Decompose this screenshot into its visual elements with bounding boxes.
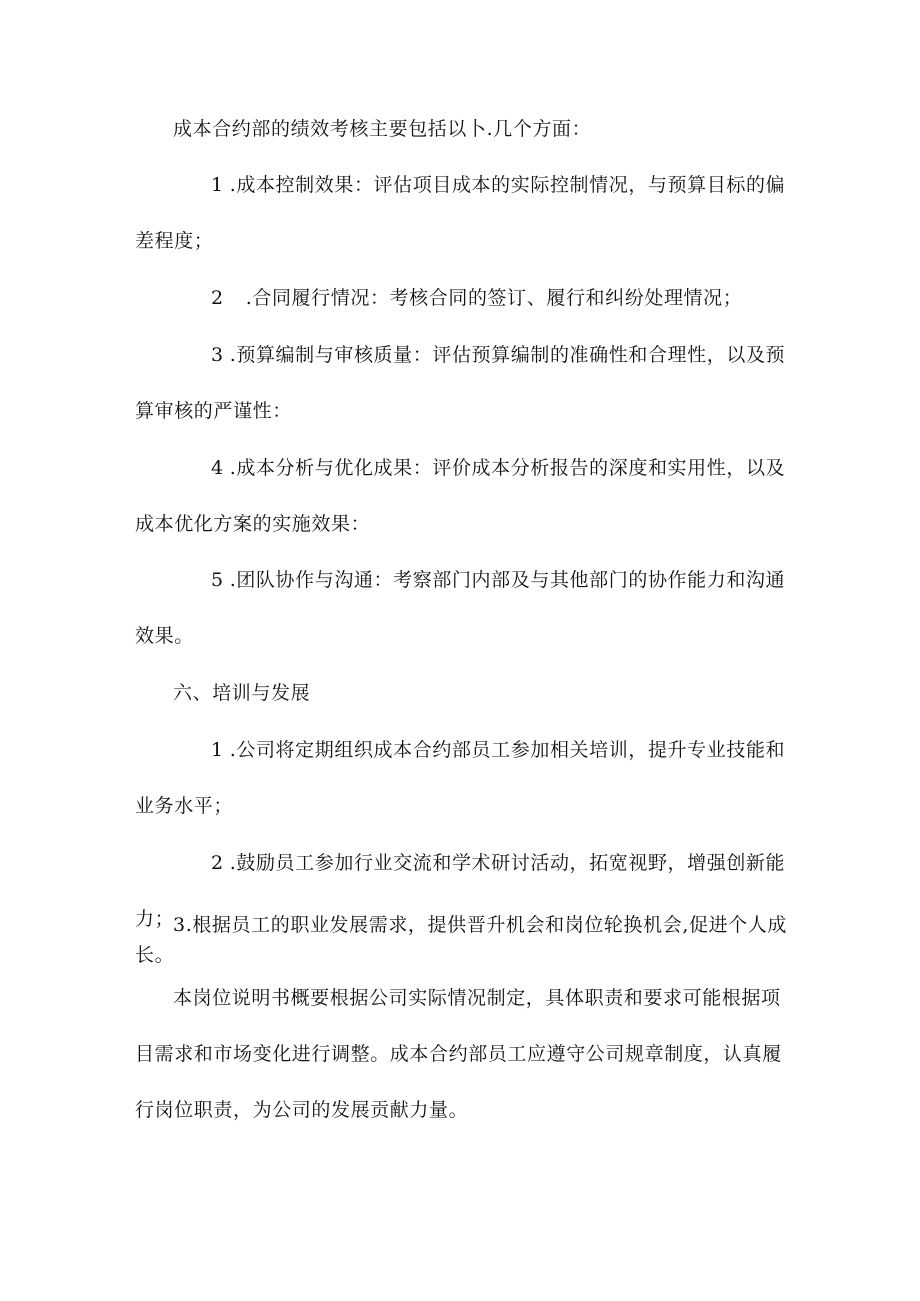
item-text: 根据员工的职业发展需求，提供晋升机会和岗位轮换机会,促进个人成长。 [135, 914, 787, 966]
item-number: 5 [211, 569, 224, 591]
item-text: .成本控制效果：评估项目成本的实际控制情况，与预算目标的偏差程度； [135, 174, 786, 252]
item-number: 2 [211, 287, 224, 309]
training-item-3 [135, 910, 790, 970]
item-number: 3. [173, 914, 193, 936]
training-item-1 [135, 722, 790, 834]
item-number: 2 [211, 852, 224, 874]
item-number: 4 [211, 457, 224, 479]
item-text: .预算编制与审核质量：评估预算编制的准确性和合理性，以及预算审核的严谨性： [135, 344, 786, 422]
item-number: 3 [211, 344, 224, 366]
assessment-item-2 [135, 270, 790, 326]
intro-paragraph: 成本合约部的绩效考核主要包括以卜.几个方面： [173, 118, 592, 140]
item-text: .合同履行情况：考核合同的签订、履行和纠纷处理情况； [245, 287, 743, 309]
assessment-item-4 [135, 440, 790, 552]
assessment-item-5 [135, 552, 790, 664]
item-number: 1 [211, 174, 224, 196]
item-text: .团队协作与沟通：考察部门内部及与其他部门的协作能力和沟通效果。 [135, 569, 786, 647]
assessment-item-3 [135, 327, 790, 439]
item-text: .成本分析与优化成果：评价成本分析报告的深度和实用性，以及成本优化方案的实施效果： [135, 457, 786, 535]
assessment-item-1 [135, 157, 790, 269]
section-heading: 六、培训与发展 [173, 682, 311, 704]
item-text: .鼓励员工参加行业交流和学术研讨活动，拓宽视野，增强创新能力； [135, 852, 786, 930]
item-text: .公司将定期组织成本合约部员工参加相关培训，提升专业技能和业务水平； [135, 739, 786, 817]
item-number: 1 [211, 739, 224, 761]
closing-paragraph: 本岗位说明书概要根据公司实际情况制定，具体职责和要求可能根据项目需求和市场变化进行调整。成本合约部员工应遵守公司规章制度，认真履行岗位职责，为公司的发展贡献力量。 [135, 987, 782, 1121]
